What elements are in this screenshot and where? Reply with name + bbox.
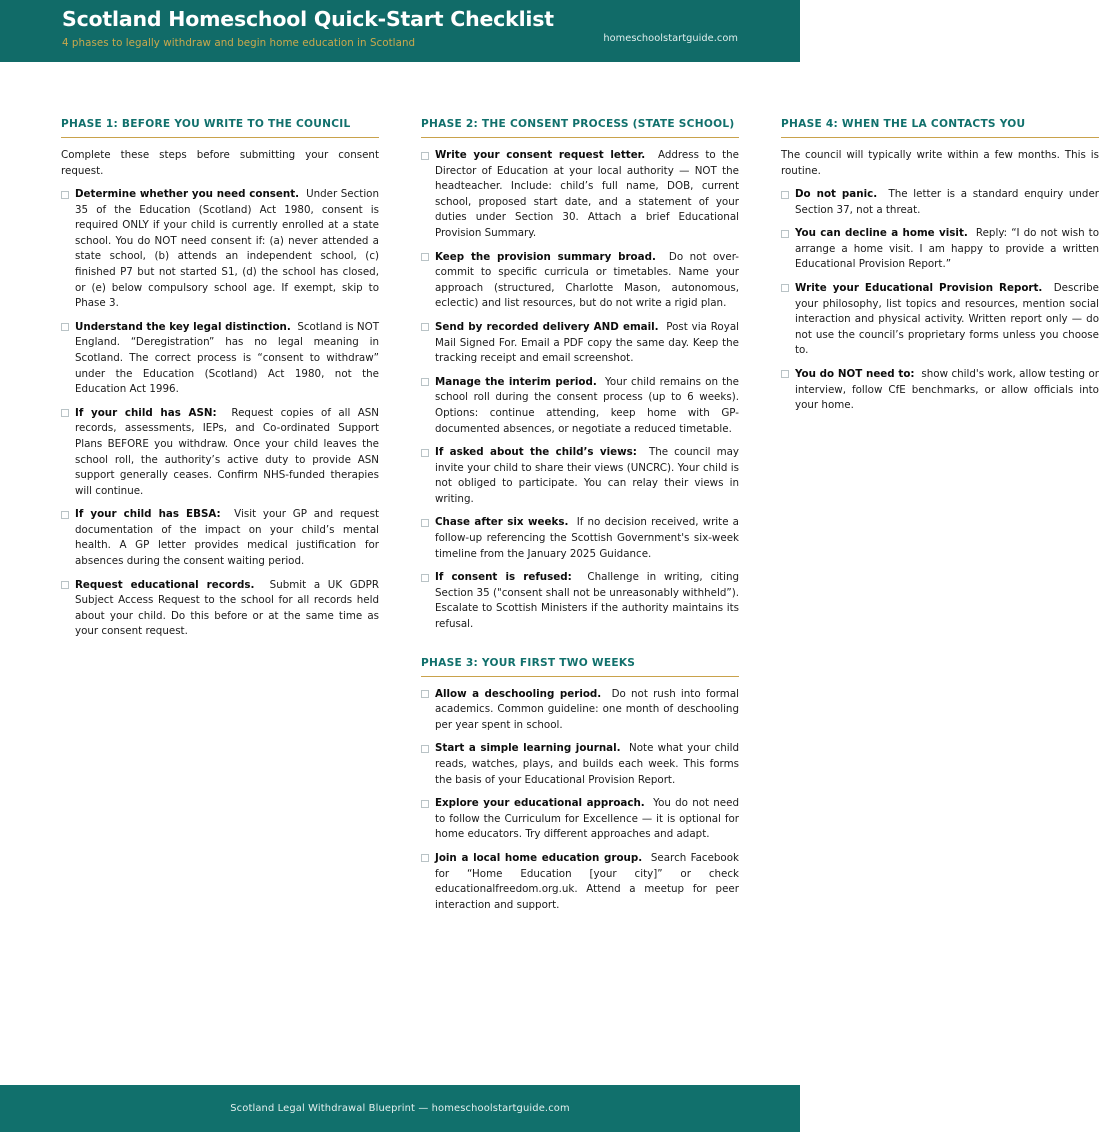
checklist-item-body: Describe your philosophy, list topics and resources, mention social interaction and physical activity. Written report only — do not use the council’s proprietary forms unless you choose to.: [795, 281, 1099, 357]
checklist-item[interactable]: [421, 445, 739, 507]
checkbox-icon[interactable]: [421, 449, 429, 457]
phase-heading: PHASE 3: YOUR FIRST TWO WEEKS: [421, 656, 739, 677]
checklist-item-body: Scotland is NOT England. “Deregistration” has no legal meaning in Scotland. The correct process is “consent to withdraw” under the Education (Scotland) Act 1980, not the Education Act 1996.: [75, 320, 380, 396]
header-site-url: homeschoolstartguide.com: [603, 33, 738, 44]
checklist-item-lead: Manage the interim period.: [435, 375, 597, 388]
phase-block: [421, 117, 739, 633]
checklist-item-lead: If consent is refused:: [435, 571, 572, 584]
checklist-item-lead: If your child has ASN:: [75, 406, 217, 419]
checklist-item-lead: Join a local home education group.: [435, 851, 643, 864]
checklist-item[interactable]: [421, 375, 739, 437]
checklist-item[interactable]: [421, 741, 739, 788]
checklist-content: [0, 62, 1099, 1085]
checklist-item-lead: Understand the key legal distinction.: [75, 320, 291, 333]
checklist-item-lead: Write your Educational Provision Report.: [795, 281, 1043, 294]
checkbox-icon[interactable]: [421, 854, 429, 862]
checklist-item-body: Submit a UK GDPR Subject Access Request to the school for all records held about your child. Do this before or at the same time as your consent request.: [75, 578, 380, 638]
checklist-item-lead: Keep the provision summary broad.: [435, 250, 656, 263]
checklist-item-text: [75, 187, 379, 312]
checklist-item-text: [795, 226, 1099, 273]
checklist-item[interactable]: [61, 578, 379, 640]
checklist-item[interactable]: [421, 515, 739, 562]
checkbox-icon[interactable]: [781, 284, 789, 292]
checklist-item-body: show child's work, allow testing or interview, follow CfE benchmarks, or allow officials into your home.: [795, 367, 1099, 412]
checklist-item[interactable]: [421, 851, 739, 913]
checkbox-icon[interactable]: [421, 253, 429, 261]
checklist-item-lead: Do not panic.: [795, 188, 878, 200]
checklist-item[interactable]: [421, 570, 739, 632]
checkbox-icon[interactable]: [421, 323, 429, 331]
checklist-item[interactable]: [781, 367, 1099, 414]
checkbox-icon[interactable]: [781, 191, 789, 199]
checklist-item-lead: You do NOT need to:: [795, 367, 915, 380]
checklist-item[interactable]: [781, 281, 1099, 359]
checkbox-icon[interactable]: [61, 323, 69, 331]
checklist-item[interactable]: [421, 687, 739, 734]
phase-heading: PHASE 2: THE CONSENT PROCESS (STATE SCHOOL): [421, 117, 739, 138]
checklist-item-body: Post via Royal Mail Signed For. Email a PDF copy the same day. Keep the tracking receipt and email screenshot.: [435, 320, 739, 365]
checklist-item-text: [795, 187, 1099, 218]
checkbox-icon[interactable]: [421, 745, 429, 753]
checklist-item-body: If no decision received, write a follow-up referencing the Scottish Government's six-week timeline from the January 2025 Guidance.: [435, 516, 739, 560]
checkbox-icon[interactable]: [421, 690, 429, 698]
checklist-item-lead: If your child has EBSA:: [75, 508, 221, 521]
checklist-item-text: [75, 507, 379, 569]
checklist-item-text: [795, 367, 1099, 414]
checklist-item-text: [435, 250, 739, 312]
checkbox-icon[interactable]: [61, 409, 69, 417]
checklist-item[interactable]: [781, 187, 1099, 218]
checklist-item-body: Do not rush into formal academics. Common guideline: one month of deschooling per year spent in school.: [435, 687, 740, 731]
checklist-item-text: [435, 320, 739, 367]
checklist-item-text: [435, 741, 739, 788]
checklist-item-lead: Start a simple learning journal.: [435, 742, 621, 755]
checklist-item-body: Search Facebook for “Home Education [your city]” or check educationalfreedom.org.uk. Attend a meetup for peer interaction and support.: [435, 851, 739, 911]
checklist-item[interactable]: [421, 250, 739, 312]
checkbox-icon[interactable]: [421, 378, 429, 386]
checkbox-icon[interactable]: [61, 511, 69, 519]
checklist-item-text: [75, 320, 379, 398]
checklist-item[interactable]: [421, 320, 739, 367]
checklist-item-lead: If asked about the child’s views:: [435, 446, 637, 459]
checklist-item-lead: Request educational records.: [75, 578, 255, 591]
checklist-item-body: Under Section 35 of the Education (Scotland) Act 1980, consent is required ONLY if your child is currently enrolled at a state school. You do NOT need consent if: (a) never attended a state school, (b) attends an independent school, (c) finished P7 but not started S1, (d) the school has closed, or (e) below compulsory school age. If exempt, skip to Phase 3.: [75, 188, 380, 310]
checklist-item-lead: Determine whether you need consent.: [75, 188, 300, 200]
checkbox-icon[interactable]: [781, 230, 789, 238]
checkbox-icon[interactable]: [61, 581, 69, 589]
checklist-item-text: [75, 406, 379, 500]
checklist-item-lead: Write your consent request letter.: [435, 149, 646, 161]
page-header: [0, 0, 800, 62]
checklist-item-lead: Chase after six weeks.: [435, 516, 569, 529]
checklist-item[interactable]: [61, 187, 379, 312]
phase-heading: PHASE 4: WHEN THE LA CONTACTS YOU: [781, 117, 1099, 138]
checklist-item[interactable]: [421, 148, 739, 242]
two-column-layout: [61, 117, 1099, 1072]
checklist-item-body: Note what your child reads, watches, plays, and builds each week. This forms the basis of your Educational Provision Report.: [435, 742, 740, 786]
checklist-item-lead: You can decline a home visit.: [795, 227, 968, 240]
checklist-item-text: [435, 515, 739, 562]
checkbox-icon[interactable]: [61, 191, 69, 199]
checklist-item-text: [435, 148, 739, 242]
checklist-item-text: [435, 570, 739, 632]
checklist-item-text: [75, 578, 379, 640]
phase-intro: Complete these steps before submitting your consent request.: [61, 149, 379, 177]
page-title: Scotland Homeschool Quick-Start Checklist: [62, 7, 554, 31]
checklist-item-body: Request copies of all ASN records, assessments, IEPs, and Co-ordinated Support Plans BEFORE you withdraw. Once your child leaves the school roll, the authority’s active duty to provide ASN support generally ceases. Confirm NHS-funded therapies will continue.: [75, 406, 379, 497]
page-footer: [0, 1085, 800, 1132]
phase-block: [61, 117, 379, 640]
checklist-item-lead: Send by recorded delivery AND email.: [435, 320, 659, 333]
checklist-item-body: Visit your GP and request documentation of the impact on your child’s mental health. A GP letter provides medical justification for absences during the consent waiting period.: [75, 508, 380, 568]
checklist-item-text: [435, 375, 739, 437]
checklist-item-text: [435, 687, 739, 734]
checklist-item[interactable]: [61, 406, 379, 500]
checkbox-icon[interactable]: [421, 519, 429, 527]
checklist-item[interactable]: [61, 320, 379, 398]
checklist-item-body: Challenge in writing, citing Section 35 ("consent shall not be unreasonably withheld”). Escalate to Scottish Ministers if the authority maintains its refusal.: [435, 571, 740, 631]
phase-block: [421, 656, 739, 914]
phase-intro: The council will typically write within a few months. This is routine.: [781, 149, 1099, 177]
footer-text: Scotland Legal Withdrawal Blueprint — homeschoolstartguide.com: [230, 1103, 570, 1114]
checklist-item-text: [435, 445, 739, 507]
phase-heading: PHASE 1: BEFORE YOU WRITE TO THE COUNCIL: [61, 117, 379, 138]
page-subtitle: 4 phases to legally withdraw and begin home education in Scotland: [62, 37, 416, 49]
checklist-item-body: The council may invite your child to share their views (UNCRC). Your child is not obliged to participate. You can relay their views in writing.: [435, 446, 740, 505]
checklist-item-body: Do not over-commit to specific curricula or timetables. Name your approach (structured, Charlotte Mason, autonomous, eclectic) and list resources, but do not write a rigid plan.: [435, 250, 740, 310]
checklist-item-body: You do not need to follow the Curriculum for Excellence — it is optional for home educators. Try different approaches and adapt.: [435, 797, 740, 841]
checkbox-icon[interactable]: [421, 152, 429, 160]
checklist-item-text: [435, 796, 739, 843]
checklist-item-body: Reply: “I do not wish to arrange a home visit. I am happy to provide a written Educational Provision Report.”: [795, 227, 1099, 271]
checklist-item-body: Your child remains on the school roll during the consent process (up to 6 weeks). Options: continue attending, keep home with GP-documented absences, or negotiate a reduced timetable.: [435, 375, 739, 435]
checkbox-icon[interactable]: [781, 370, 789, 378]
checklist-item-body: The letter is a standard enquiry under Section 37, not a threat.: [795, 188, 1099, 216]
phase-block: [781, 117, 1099, 414]
checklist-item-lead: Allow a deschooling period.: [435, 687, 602, 700]
checklist-item-text: [795, 281, 1099, 359]
checklist-item[interactable]: [61, 507, 379, 569]
checkbox-icon[interactable]: [421, 800, 429, 808]
checklist-item-text: [435, 851, 739, 913]
checklist-item[interactable]: [421, 796, 739, 843]
checkbox-icon[interactable]: [421, 574, 429, 582]
checklist-item[interactable]: [781, 226, 1099, 273]
checklist-item-body: Address to the Director of Education at your local authority — NOT the headteacher. Include: child’s full name, DOB, current school, proposed start date, and a statement of your duties under Section 30. Attach a brief Educational Provision Summary.: [435, 149, 739, 239]
checklist-item-lead: Explore your educational approach.: [435, 797, 645, 810]
